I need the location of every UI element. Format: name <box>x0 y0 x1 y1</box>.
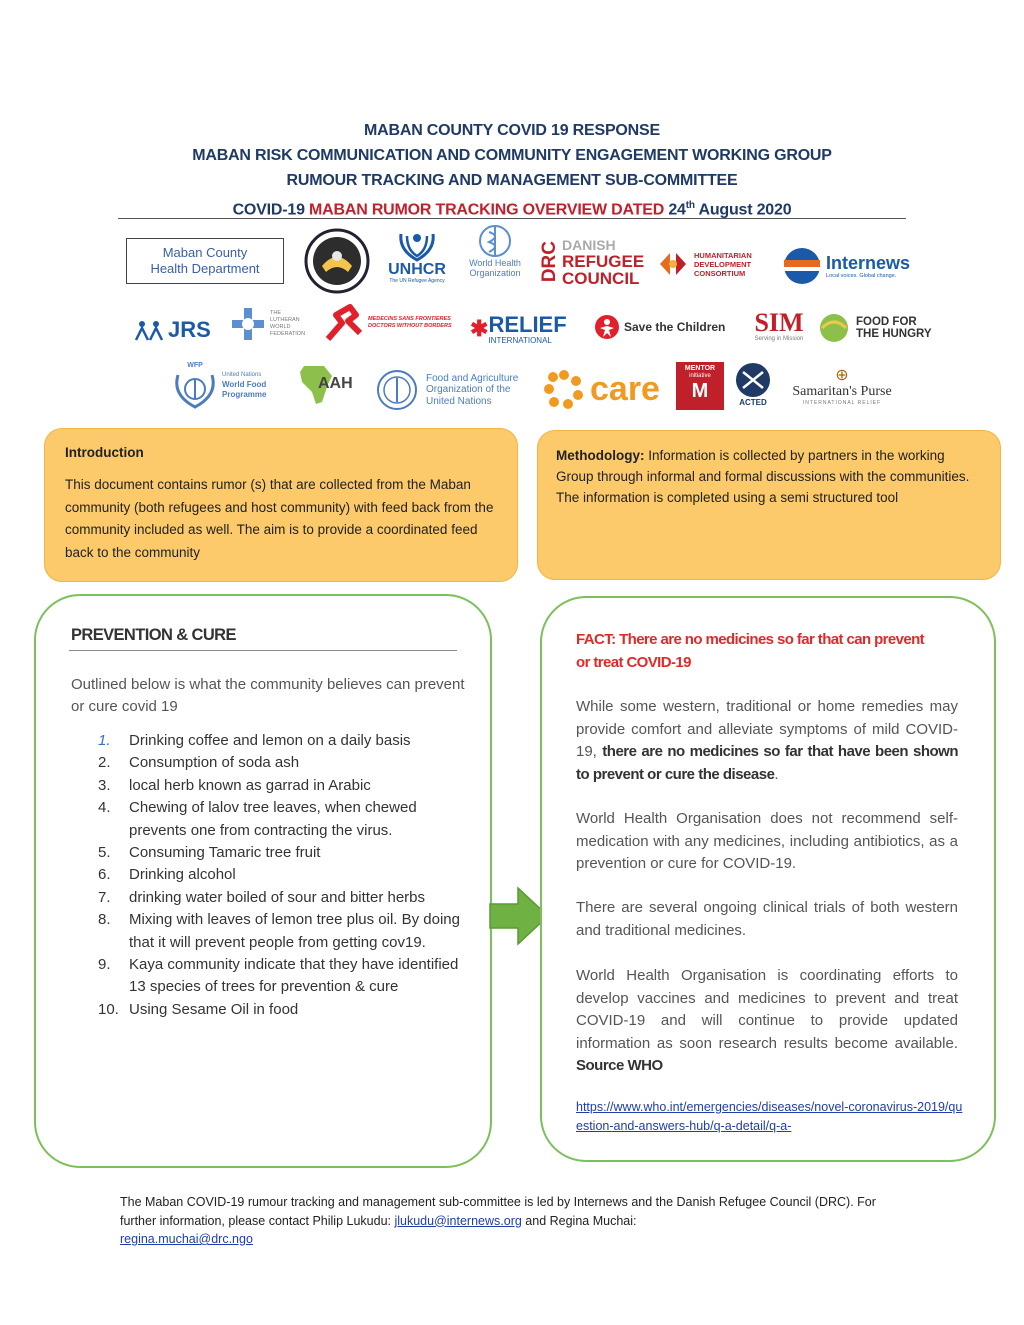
list-item-text: local herb known as garrad in Arabic <box>129 776 371 794</box>
save-children-figure-icon <box>594 314 620 340</box>
internews-email-link[interactable]: jlukudu@internews.org <box>394 1213 522 1228</box>
acted-globe-icon <box>735 362 771 398</box>
header-line-3: RUMOUR TRACKING AND MANAGEMENT SUB-COMMITTEE <box>286 172 738 189</box>
list-item <box>98 730 468 752</box>
list-item-number: 4. <box>98 799 111 817</box>
sim-subtext: Serving in Mission <box>754 336 804 342</box>
hdc-line-1: HUMANITARIAN <box>694 250 752 260</box>
header-line-4-b: MABAN RUMOR TRACKING OVERVIEW DATED <box>309 201 669 219</box>
wfp-line-2: World Food <box>222 380 267 389</box>
unhcr-logo <box>384 226 450 288</box>
who-logo <box>460 224 530 286</box>
methodology-text: Information is collected by partners in the working Group through informal and formal discussions with the communities. The information is completed using a semi structured tool <box>556 448 970 505</box>
seal-icon <box>304 228 370 294</box>
lwf-line-1: THE <box>270 310 281 316</box>
drc-line-1: DANISH <box>562 236 616 253</box>
list-item <box>98 752 468 774</box>
list-item-text: Using Sesame Oil in food <box>129 1000 299 1018</box>
lwf-line-3: WORLD <box>270 324 291 330</box>
list-item-number: 2. <box>98 754 111 772</box>
fact-p1-a: While some western, traditional or home remedies may provide comfort and alleviate symptoms of mild COVID-19, <box>576 698 958 760</box>
list-item-number: 3. <box>98 776 111 794</box>
drc-line-2: REFUGEE <box>562 251 645 271</box>
aah-text: AAH <box>318 375 353 392</box>
source-who: Source WHO <box>576 1057 663 1074</box>
header-line-2: MABAN RISK COMMUNICATION AND COMMUNITY ENGAGEMENT WORKING GROUP <box>192 147 832 164</box>
list-item-number: 10. <box>98 1000 119 1018</box>
header-line-4-c: 24 <box>668 201 686 219</box>
internews-globe-icon <box>782 246 822 286</box>
save-the-children-logo <box>594 312 744 342</box>
fact-p1-b: there are no medicines so far that have been shown to prevent or cure the disease <box>576 743 958 783</box>
list-item <box>98 887 468 909</box>
sp-text: Samaritan's Purse <box>792 384 892 399</box>
food-for-the-hungry-logo <box>818 312 944 344</box>
acted-logo <box>730 362 776 408</box>
list-item-number: 9. <box>98 956 111 974</box>
wfp-text: WFP <box>187 361 203 369</box>
list-item <box>98 999 468 1021</box>
list-item-text: Drinking coffee and lemon on a daily basis <box>129 732 411 749</box>
header-line-4-a: COVID-19 <box>232 201 310 219</box>
mentor-mark: M <box>691 380 709 402</box>
list-item-number: 1. <box>98 732 111 749</box>
list-item-number: 6. <box>98 866 111 884</box>
sim-text: SIM <box>754 308 804 337</box>
fao-logo <box>376 368 540 412</box>
list-item-number: 7. <box>98 888 111 906</box>
list-item-number: 5. <box>98 844 111 862</box>
list-item-text: Mixing with leaves of lemon tree plus oil. By doing that it will prevent people from getting cov19. <box>129 911 460 951</box>
header-divider <box>118 218 906 219</box>
sp-emblem-icon: ⊕ <box>835 367 849 384</box>
list-item <box>98 909 468 954</box>
relief-subtext: INTERNATIONAL <box>488 335 552 345</box>
document-header <box>0 118 1024 222</box>
jrs-figures-icon <box>134 318 168 342</box>
drc-mark: DRC <box>539 241 560 283</box>
list-item-text: Consuming Tamaric tree fruit <box>129 844 321 862</box>
introduction-text: This document contains rumor (s) that are collected from the Maban community (both refugees and host community) with feed back from the community included as well. The aim is to provide a coordinated feed back to the community <box>65 477 494 560</box>
list-item-text: Consumption of soda ash <box>129 754 300 772</box>
wfp-line-3: Programme <box>222 390 267 399</box>
methodology-label: Methodology: <box>556 448 645 463</box>
msf-line-1: MEDECINS SANS FRONTIERES <box>368 316 451 322</box>
care-text: care <box>590 370 660 408</box>
list-item-text: drinking water boiled of sour and bitter herbs <box>129 888 426 906</box>
care-logo <box>542 366 668 412</box>
msf-logo <box>322 302 468 344</box>
internews-subtext: Local voices. Global change. <box>826 273 897 279</box>
footer-text-a: The Maban COVID-19 rumour tracking and management sub-committee is led by Internews and the Danish Refugee Council (DRC). For further information, please contact Philip Lukudu: <box>120 1195 876 1228</box>
mentor-line-1: MENTOR <box>684 365 716 372</box>
prevention-title: PREVENTION & CURE <box>71 626 236 644</box>
fao-line-1: Food and Agriculture <box>426 372 519 384</box>
mchd-line-1: Maban County <box>162 245 248 260</box>
acted-text: ACTED <box>739 398 767 407</box>
mchd-line-2: Health Department <box>150 261 260 276</box>
wfp-line-1: United Nations <box>222 372 262 378</box>
fh-globe-icon <box>818 312 850 344</box>
south-sudan-seal-logo <box>304 228 370 294</box>
hdc-logo <box>656 244 776 284</box>
sp-subtext: INTERNATIONAL RELIEF <box>802 400 882 406</box>
hdc-emblem-icon <box>656 247 690 281</box>
header-line-1: MABAN COUNTY COVID 19 RESPONSE <box>364 122 660 139</box>
methodology-box <box>537 430 1001 580</box>
unhcr-subtext: The UN Refugee Agency <box>389 278 445 284</box>
list-item <box>98 842 468 864</box>
methodology-paragraph <box>556 445 980 508</box>
list-item-text: Drinking alcohol <box>129 866 236 884</box>
fact-paragraph-4 <box>576 965 958 1078</box>
list-item-text: Kaya community indicate that they have identified 13 species of trees for prevention & cure <box>129 956 459 996</box>
samaritans-purse-logo <box>778 368 906 412</box>
footer-text-b: and Regina Muchai: <box>521 1213 637 1228</box>
fact-paragraph-2: World Health Organisation does not recommend self-medication with any medicines, including antibiotics, as a prevention or cure for COVID-19. <box>576 810 958 872</box>
drc-logo <box>540 238 650 286</box>
header-line-4-d: August 2020 <box>694 201 792 219</box>
fao-emblem-icon <box>376 369 418 411</box>
care-hands-icon <box>542 367 586 411</box>
fh-line-2: THE HUNGRY <box>856 328 932 340</box>
relief-star-icon: ✱ <box>470 316 489 341</box>
fact-title: FACT: There are no medicines so far that can prevent or treat COVID-19 <box>576 631 925 671</box>
footer-note <box>120 1193 910 1249</box>
msf-runner-icon <box>322 303 366 343</box>
list-item <box>98 954 468 999</box>
jrs-text: JRS <box>168 317 211 342</box>
relief-text: RELIEF <box>488 311 567 337</box>
msf-line-2: DOCTORS WITHOUT BORDERS <box>368 323 452 329</box>
prevention-intro: Outlined below is what the community believes can prevent or cure covid 19 <box>71 676 465 715</box>
drc-line-3: COUNCIL <box>562 268 640 288</box>
drc-email-link[interactable]: regina.muchai@drc.ngo <box>120 1232 253 1246</box>
lwf-logo <box>230 304 320 344</box>
header-line-4-sup: th <box>685 200 695 211</box>
prevention-title-rule <box>69 650 457 651</box>
list-item <box>98 775 468 797</box>
who-emblem-icon <box>475 224 515 258</box>
stc-text: Save the Children <box>624 320 726 334</box>
fact-paragraph-1 <box>576 696 958 786</box>
who-line-2: Organization <box>469 268 521 278</box>
who-source-link[interactable]: https://www.who.int/emergencies/diseases/novel-coronavirus-2019/question-and-answers-hub/q-a-detail/q-a- <box>576 1100 963 1133</box>
lwf-line-2: LUTHERAN <box>270 317 300 323</box>
maban-county-health-logo <box>126 238 284 284</box>
internews-logo <box>782 246 922 286</box>
fact-panel <box>540 596 996 1162</box>
hdc-line-3: CONSORTIUM <box>694 268 746 278</box>
fact-paragraph-3: There are several ongoing clinical trials of both western and traditional medicines. <box>576 899 958 939</box>
introduction-box <box>44 428 518 582</box>
lwf-line-4: FEDERATION <box>270 331 306 337</box>
fact-p1-c: . <box>774 765 779 783</box>
jrs-logo <box>134 312 224 348</box>
fact-p4-a: World Health Organisation is coordinating efforts to develop vaccines and medicines to prevent and treat COVID-19 and will continue to provide updated information as soon research results become available. <box>576 967 958 1052</box>
mentor-initiative-logo <box>676 362 724 410</box>
fao-line-3: United Nations <box>426 395 492 407</box>
prevention-cure-panel <box>34 594 492 1168</box>
wfp-wreath-icon <box>172 369 218 409</box>
wfp-logo <box>172 360 288 410</box>
hdc-line-2: DEVELOPMENT <box>694 259 752 269</box>
list-item <box>98 864 468 886</box>
mentor-line-2: initiative <box>689 373 711 379</box>
internews-text: Internews <box>826 253 911 273</box>
fh-line-1: FOOD FOR <box>856 316 917 328</box>
aah-logo <box>296 362 368 406</box>
lwf-cross-icon <box>230 306 266 342</box>
rumour-list <box>98 730 468 1021</box>
unhcr-text: UNHCR <box>388 261 446 278</box>
sim-logo <box>744 310 814 346</box>
who-line-1: World Health <box>469 258 521 268</box>
fao-line-2: Organization of the <box>426 384 511 396</box>
list-item <box>98 797 468 842</box>
unhcr-hands-icon <box>397 226 437 262</box>
list-item-number: 8. <box>98 911 111 929</box>
introduction-title: Introduction <box>65 445 144 460</box>
list-item-text: Chewing of lalov tree leaves, when chewed prevents one from contracting the virus. <box>129 799 417 839</box>
relief-international-logo <box>470 312 592 346</box>
